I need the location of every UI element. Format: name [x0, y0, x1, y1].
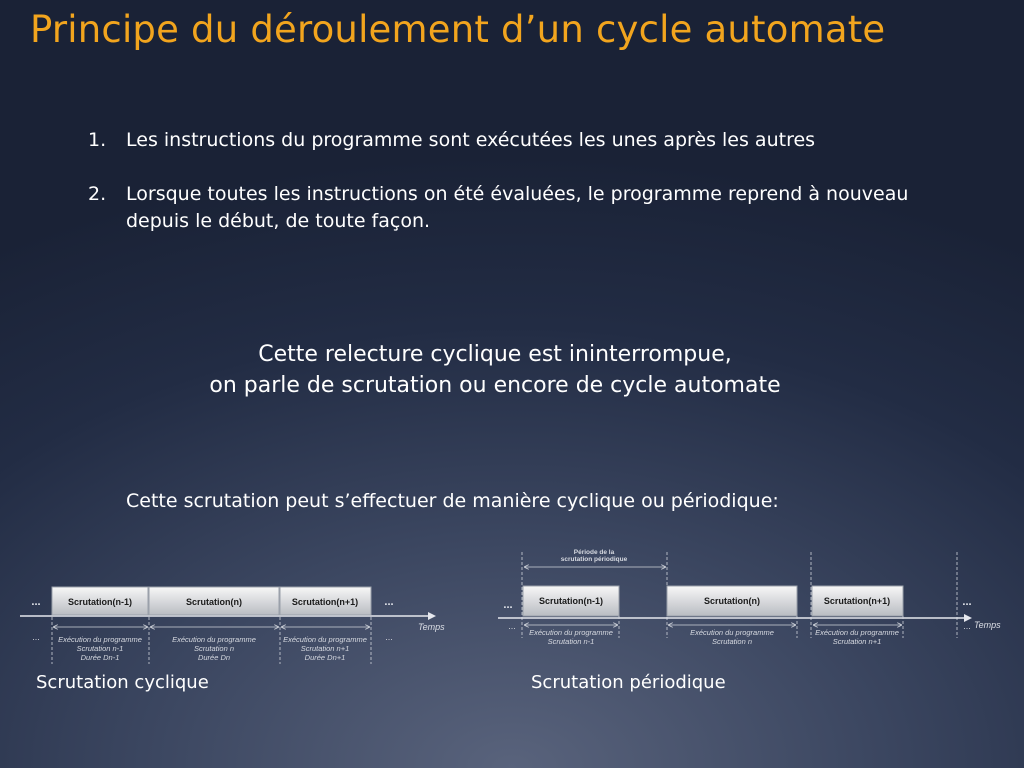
- scan-box-label: Scrutation(n): [704, 596, 760, 606]
- exec-label: Exécution du programme: [529, 628, 613, 637]
- center-line: Cette relecture cyclique est ininterrompue,: [258, 342, 732, 367]
- list-item: [88, 127, 948, 154]
- scan-box-label: Scrutation(n-1): [68, 597, 132, 607]
- time-axis-arrow-icon: [428, 612, 436, 620]
- exec-label: Exécution du programme: [690, 628, 774, 637]
- exec-scan: Scrutation n+1: [832, 637, 882, 646]
- ellipsis-right: ...: [962, 596, 972, 608]
- time-label: Temps: [974, 620, 1001, 630]
- list-number: 1.: [88, 129, 107, 151]
- center-line: on parle de scrutation ou encore de cycle automate: [209, 373, 781, 398]
- scan-box-label: Scrutation(n-1): [539, 596, 603, 606]
- caption-cyclic: Scrutation cyclique: [36, 672, 209, 693]
- ellipsis-left: ...: [503, 599, 513, 611]
- exec-scan: Scrutation n: [193, 644, 235, 653]
- scan-box-label: Scrutation(n+1): [823, 596, 891, 606]
- scan-box-label: Scrutation(n+1): [291, 597, 359, 607]
- exec-duration: Durée Dn: [197, 653, 231, 662]
- instruction-list: [88, 127, 948, 262]
- list-text: Les instructions du programme sont exécutées les unes après les autres: [126, 129, 816, 151]
- periodic-scan-diagram: [496, 546, 1008, 646]
- scan-box-label: Scrutation(n): [186, 597, 242, 607]
- period-label: scrutation périodique: [560, 556, 628, 563]
- list-text: Lorsque toutes les instructions on été évaluées, le programme reprend à nouveau depuis le début, de toute façon.: [126, 183, 909, 232]
- exec-label: Exécution du programme: [172, 635, 256, 644]
- ellipsis-lower-right: ...: [385, 632, 393, 642]
- exec-duration: Durée Dn+1: [304, 653, 346, 662]
- exec-duration: Durée Dn-1: [80, 653, 120, 662]
- center-statement: [0, 339, 990, 401]
- exec-scan: Scrutation n-1: [76, 644, 124, 653]
- period-label: Période de la: [573, 549, 615, 556]
- ellipsis-lower-right: ...: [963, 621, 971, 631]
- ellipsis-lower-left: ...: [32, 632, 40, 642]
- time-label: Temps: [418, 622, 445, 632]
- exec-label: Exécution du programme: [283, 635, 367, 644]
- exec-scan: Scrutation n: [711, 637, 753, 646]
- list-item: [88, 181, 948, 235]
- lead-text: Cette scrutation peut s’effectuer de manière cyclique ou périodique:: [126, 490, 779, 512]
- exec-label: Exécution du programme: [58, 635, 142, 644]
- ellipsis-lower-left: ...: [508, 621, 516, 631]
- exec-label: Exécution du programme: [815, 628, 899, 637]
- exec-scan: Scrutation n-1: [547, 637, 595, 646]
- list-number: 2.: [88, 183, 107, 205]
- ellipsis-left: ...: [31, 596, 41, 608]
- cyclic-scan-diagram: [16, 578, 456, 668]
- ellipsis-right: ...: [384, 596, 394, 608]
- caption-periodic: Scrutation périodique: [531, 672, 726, 693]
- slide-title: Principe du déroulement d’un cycle automate: [30, 8, 886, 51]
- exec-scan: Scrutation n+1: [300, 644, 350, 653]
